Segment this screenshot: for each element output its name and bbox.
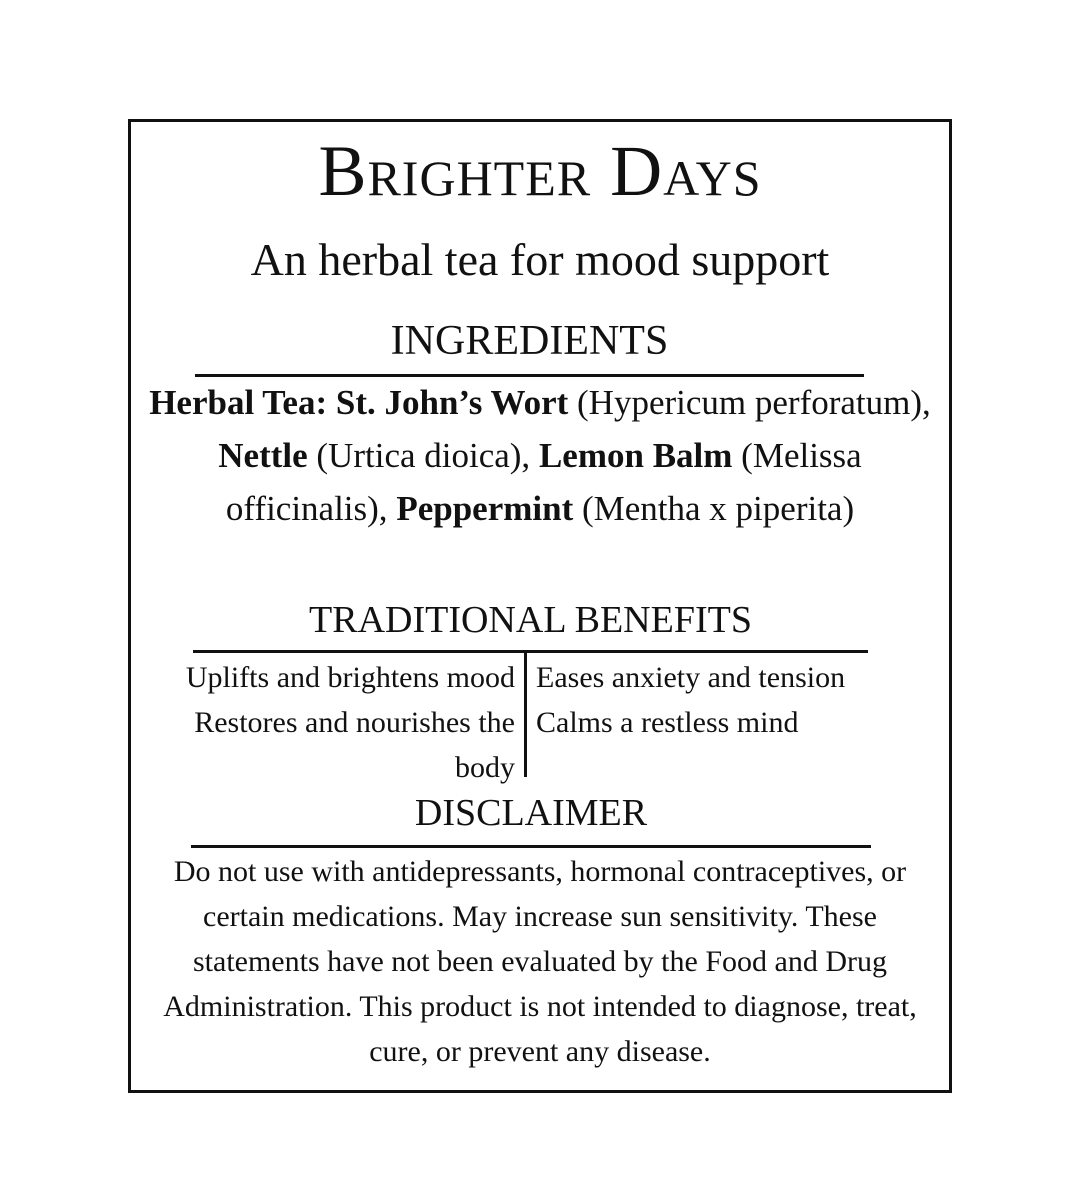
ingredients-intro: Herbal Tea: St. John’s Wort (149, 383, 569, 422)
product-subtitle: An herbal tea for mood support (250, 234, 830, 285)
disclaimer-text: Do not use with antidepressants, hormonal contraceptives, or certain medications. May increase sun sensitivity. These statements have not been evaluated by the Food and Drug Administration. This product is not intended to diagnose, treat, cure, or prevent any disease. (163, 855, 917, 1068)
benefit-item: Eases anxiety and tension (536, 661, 846, 694)
disclaimer-heading: DISCLAIMER (191, 793, 871, 848)
benefits-left-column (149, 653, 515, 790)
ingredient-name: Nettle (218, 436, 308, 475)
ingredient-latin-name: (Melissa officinalis), (225, 436, 862, 528)
ingredient-name: Peppermint (396, 489, 574, 528)
ingredient-latin-name: (Mentha x piperita) (573, 489, 855, 528)
benefits-heading: TRADITIONAL BENEFITS (193, 600, 868, 653)
ingredient-latin-name: (Urtica dioica), (307, 436, 539, 475)
product-label (128, 119, 952, 1093)
benefits-right-column (536, 653, 936, 745)
ingredients-text (143, 376, 937, 535)
ingredient-name: Lemon Balm (538, 436, 733, 475)
benefits-table (131, 653, 949, 784)
column-divider (524, 653, 527, 777)
benefit-item: Calms a restless mind (536, 706, 799, 739)
ingredients-heading: INGREDIENTS (195, 318, 864, 377)
product-title: Brighter Days (318, 131, 762, 211)
ingredient-latin-name: (Hypericum perforatum), (577, 383, 931, 422)
benefit-item: Restores and nourishes the body (194, 706, 515, 784)
benefit-item: Uplifts and brightens mood (185, 661, 515, 694)
